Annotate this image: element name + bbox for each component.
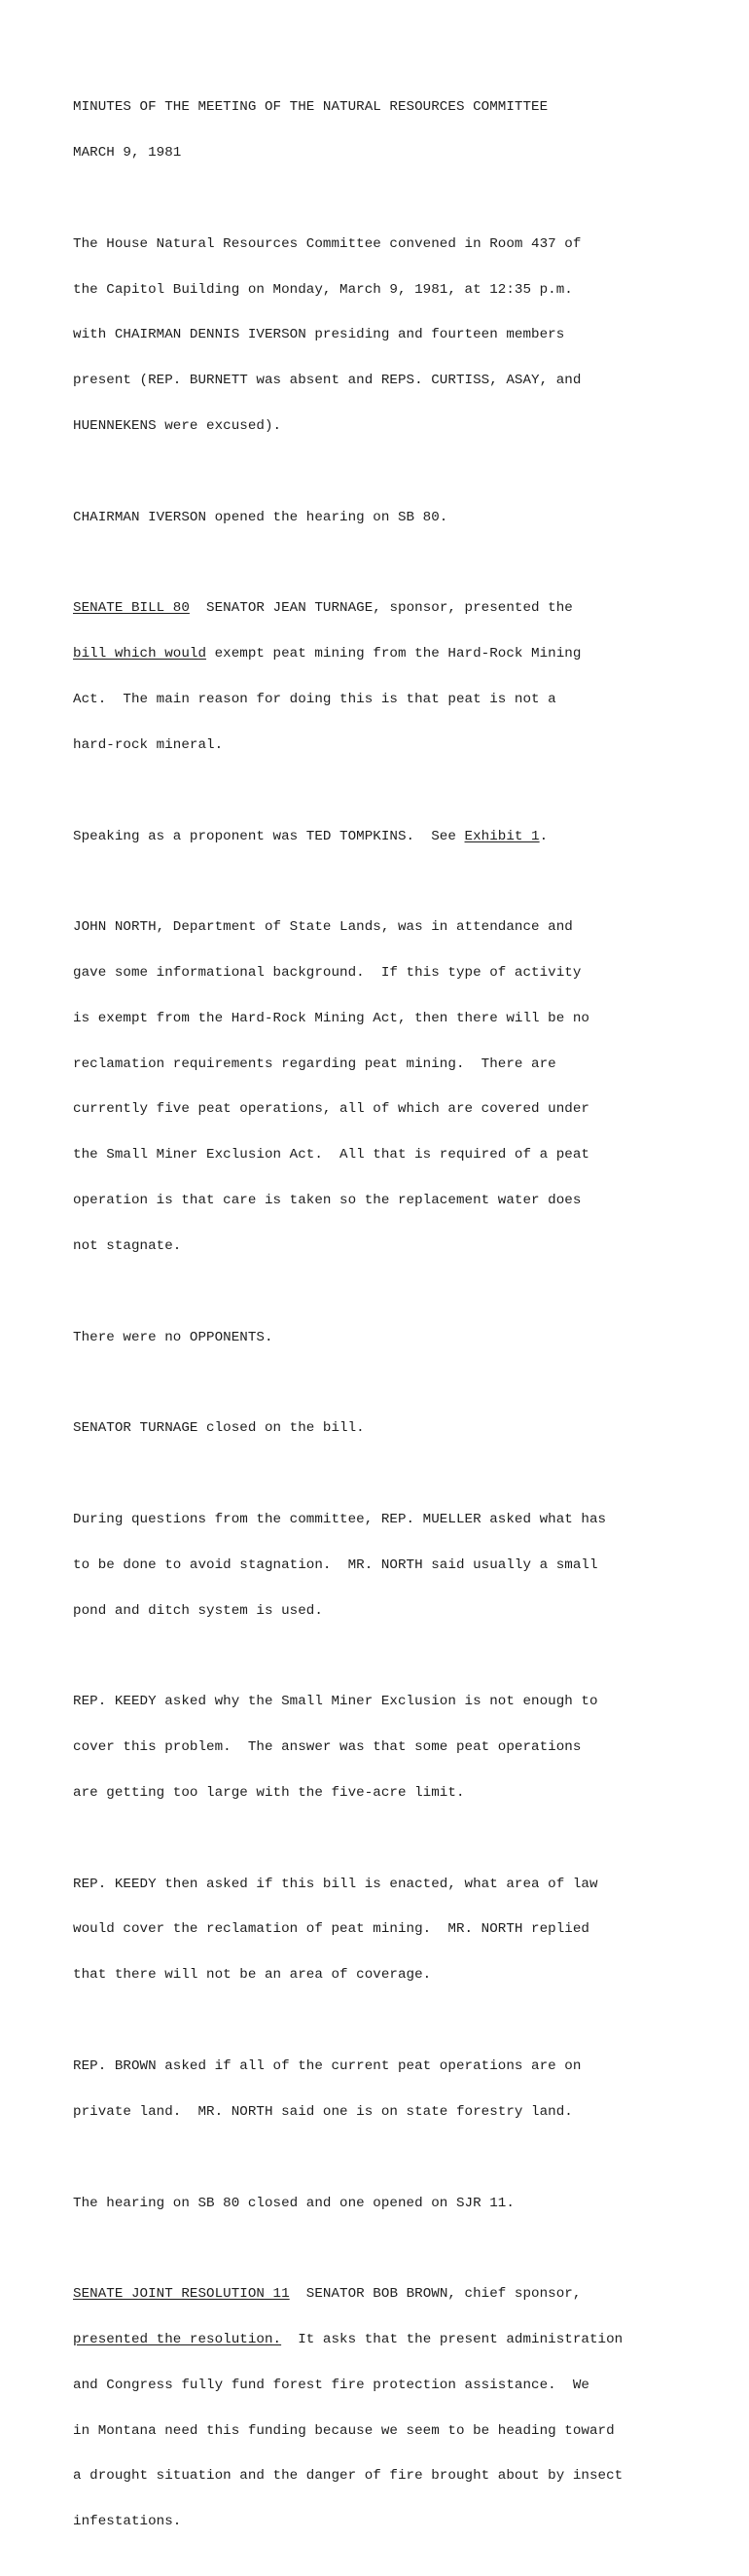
section-heading-sjr11: SENATE JOINT RESOLUTION 11 — [73, 2286, 290, 2303]
section-heading-sb80: SENATE BILL 80 — [73, 600, 190, 617]
text-line: a drought situation and the danger of fire brought about by insect — [73, 2468, 624, 2485]
text-line: with CHAIRMAN DENNIS IVERSON presiding and fourteen members — [73, 327, 565, 343]
paragraph-sjr11 — [73, 2257, 705, 2560]
text-line: the Capitol Building on Monday, March 9, 1981, at 12:35 p.m. — [73, 281, 573, 298]
text-line: reclamation requirements regarding peat mining. There are — [73, 1055, 556, 1072]
paragraph-keedy-1 — [73, 1664, 705, 1832]
paragraph-brown — [73, 2029, 705, 2151]
text-line: SENATOR TURNAGE closed on the bill. — [73, 1420, 365, 1437]
text-line: operation is that care is taken so the replacement water does — [73, 1192, 582, 1208]
text-line: to be done to avoid stagnation. MR. NORTH said usually a small — [73, 1556, 598, 1573]
text-line: During questions from the committee, REP. MUELLER asked what has — [73, 1512, 607, 1528]
text-line: cover this problem. The answer was that some peat operations — [73, 1739, 582, 1756]
text-line: the Small Miner Exclusion Act. All that is required of a peat — [73, 1147, 589, 1163]
text-line: is exempt from the Hard-Rock Mining Act, then there will be no — [73, 1010, 589, 1026]
text-line: that there will not be an area of coverage. — [73, 1967, 432, 1984]
paragraph-opened — [73, 480, 705, 555]
text-line: REP. BROWN asked if all of the current peat operations are on — [73, 2058, 582, 2075]
text-line: HUENNEKENS were excused). — [73, 417, 282, 434]
text-line — [73, 2333, 705, 2348]
text-line: infestations. — [73, 2514, 182, 2530]
text-line: hard-rock mineral. — [73, 736, 224, 753]
text-line: gave some informational background. If this type of activity — [73, 965, 582, 982]
text-line — [73, 601, 705, 617]
text-fragment: It asks that the present administration — [281, 2332, 624, 2348]
paragraph-opponents — [73, 1300, 705, 1376]
text-line: CHAIRMAN IVERSON opened the hearing on SB 80. — [73, 509, 448, 525]
text-fragment: SENATOR BOB BROWN, chief sponsor, — [289, 2286, 582, 2303]
paragraph-sb80 — [73, 571, 705, 783]
text-line: currently five peat operations, all of which are covered under — [73, 1101, 589, 1118]
text-line: would cover the reclamation of peat mining. MR. NORTH replied — [73, 1921, 589, 1938]
text-line: pond and ditch system is used. — [73, 1602, 323, 1619]
underlined-fragment: presented the resolution. — [73, 2332, 282, 2348]
exhibit-reference: Exhibit 1 — [464, 828, 540, 844]
text-fragment: Speaking as a proponent was TED TOMPKINS. See — [73, 828, 465, 844]
text-fragment: . — [539, 828, 549, 844]
title-line: MINUTES OF THE MEETING OF THE NATURAL RESOURCES COMMITTEE — [73, 99, 549, 116]
underlined-fragment: bill which would — [73, 646, 207, 662]
text-line: are getting too large with the five-acre limit. — [73, 1784, 465, 1801]
text-line — [73, 830, 705, 845]
paragraph-hearing-closed — [73, 2165, 705, 2241]
paragraph-north — [73, 890, 705, 1284]
paragraph-keedy-2 — [73, 1847, 705, 2015]
minutes-text — [73, 70, 705, 2576]
text-line: The hearing on SB 80 closed and one opened on SJR 11. — [73, 2195, 515, 2211]
text-fragment: SENATOR JEAN TURNAGE, sponsor, presented the — [189, 600, 573, 617]
text-line: REP. KEEDY asked why the Small Miner Exclusion is not enough to — [73, 1694, 598, 1710]
text-line: There were no OPPONENTS. — [73, 1329, 273, 1345]
paragraph-mueller — [73, 1483, 705, 1650]
paragraph-proponent — [73, 799, 705, 875]
text-line: private land. MR. NORTH said one is on state forestry land. — [73, 2103, 573, 2120]
document-title — [73, 70, 705, 192]
text-line — [73, 647, 705, 662]
text-line: The House Natural Resources Committee convened in Room 437 of — [73, 235, 582, 252]
text-line: not stagnate. — [73, 1237, 182, 1254]
text-line: in Montana need this funding because we seem to be heading toward — [73, 2422, 615, 2439]
paragraph-convened — [73, 207, 705, 465]
text-line: REP. KEEDY then asked if this bill is enacted, what area of law — [73, 1876, 598, 1892]
text-line: Act. The main reason for doing this is that peat is not a — [73, 691, 556, 707]
text-line — [73, 2287, 705, 2303]
text-line: JOHN NORTH, Department of State Lands, was in attendance and — [73, 919, 573, 936]
text-line: and Congress fully fund forest fire protection assistance. We — [73, 2377, 589, 2393]
text-fragment: exempt peat mining from the Hard-Rock Mining — [206, 646, 582, 662]
title-date: MARCH 9, 1981 — [73, 144, 182, 161]
text-line: present (REP. BURNETT was absent and REPS. CURTISS, ASAY, and — [73, 373, 582, 389]
paragraph-closed — [73, 1391, 705, 1467]
